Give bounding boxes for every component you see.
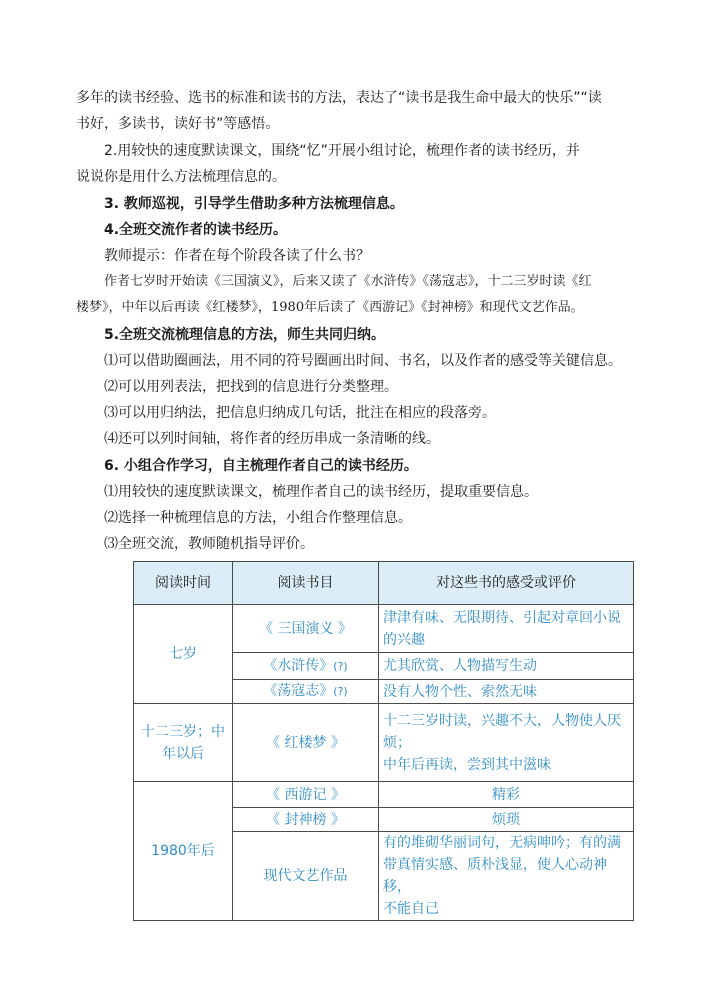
evaluation-line: 有的堆砌华丽词句，无病呻吟；有的满 bbox=[383, 835, 621, 851]
table-row bbox=[134, 605, 634, 653]
time-line: 十二三岁；中 bbox=[141, 723, 225, 740]
step-2-text: 2.用较快的速度默读课文，围绕“忆”开展小组讨论，梳理作者的读书经历，并 bbox=[104, 143, 580, 159]
book-cell bbox=[233, 782, 379, 808]
book-cell bbox=[233, 680, 379, 704]
method-item-4: ⑷还可以列时间轴，将作者的经历串成一条清晰的线。 bbox=[104, 431, 440, 447]
evaluation-line: 烦琐 bbox=[492, 811, 520, 828]
evaluation-cell bbox=[379, 808, 634, 832]
book-cell bbox=[233, 704, 379, 782]
book-title: 现代文艺作品 bbox=[263, 868, 348, 884]
evaluation-line: 十二三岁时读，兴趣不大，人物使人厌烦； bbox=[383, 712, 621, 751]
method-item-3: ⑶可以用归纳法，把信息归纳成几句话，批注在相应的段落旁。 bbox=[104, 405, 496, 421]
evaluation-cell bbox=[379, 653, 634, 680]
table-header-row bbox=[134, 562, 634, 605]
time-cell bbox=[134, 704, 233, 782]
time-cell: 七岁 bbox=[134, 605, 233, 704]
book-title: 《水浒传》 bbox=[263, 657, 334, 674]
teacher-hint: 教师提示：作者在每个阶段各读了什么书？ bbox=[104, 248, 370, 264]
step-3-heading: 3. 教师巡视，引导学生借助多种方法梳理信息。 bbox=[104, 196, 404, 212]
step-5-heading: 5.全班交流梳理信息的方法，师生共同归纳。 bbox=[104, 327, 386, 343]
evaluation-line: 津津有味、无限期待、引起对章回小说 bbox=[383, 609, 621, 626]
uncertain-mark: (?) bbox=[333, 659, 348, 673]
table-row bbox=[134, 704, 634, 782]
evaluation-line: 带真情实感、质朴浅显，使人心动神移， bbox=[383, 857, 607, 895]
uncertain-mark: (?) bbox=[333, 685, 348, 698]
book-title: 《 西游记 》 bbox=[266, 786, 345, 803]
book-cell bbox=[233, 605, 379, 653]
book-title: 《 红楼梦 》 bbox=[266, 734, 345, 751]
method-item-2: ⑵可以用列表法，把找到的信息进行分类整理。 bbox=[104, 379, 398, 395]
header-reading-time: 阅读时间 bbox=[134, 562, 233, 605]
paragraph-line: 多年的读书经验、选书的标准和读书的方法，表达了“读书是我生命中最大的快乐”“读 bbox=[76, 90, 602, 106]
table-row bbox=[134, 782, 634, 808]
evaluation-cell bbox=[379, 704, 634, 782]
evaluation-line: 中年后再读，尝到其中滋味 bbox=[383, 756, 551, 773]
evaluation-line: 不能自己 bbox=[383, 901, 439, 917]
evaluation-cell bbox=[379, 832, 634, 921]
book-cell bbox=[233, 832, 379, 921]
book-title: 《 三国演义 》 bbox=[259, 620, 352, 637]
evaluation-line: 尤其欣赏、人物描写生动 bbox=[383, 658, 537, 674]
reading-history-table bbox=[133, 561, 634, 921]
answer-text: 作者七岁时开始读《三国演义》，后来又读了《水浒传》《荡寇志》，十二三岁时读《红 bbox=[104, 274, 592, 289]
book-title: 《荡寇志》 bbox=[263, 683, 334, 699]
header-book-title: 阅读书目 bbox=[233, 562, 379, 605]
answer-text-cont: 楼梦》，中年以后再读《红楼梦》，1980年后读了《西游记》《封神榜》和现代文艺作品。 bbox=[76, 300, 584, 315]
group-item-3: ⑶全班交流，教师随机指导评价。 bbox=[104, 536, 314, 552]
evaluation-line: 没有人物个性、索然无味 bbox=[383, 683, 537, 700]
header-evaluation: 对这些书的感受或评价 bbox=[379, 562, 634, 605]
step-2-text-cont: 说说你是用什么方法梳理信息的。 bbox=[76, 169, 286, 185]
book-title: 《 封神榜 》 bbox=[266, 811, 345, 828]
evaluation-cell bbox=[379, 605, 634, 653]
group-item-1: ⑴用较快的速度默读课文，梳理作者自己的读书经历，提取重要信息。 bbox=[104, 484, 538, 500]
time-cell: 1980年后 bbox=[134, 782, 233, 921]
evaluation-line: 的兴趣 bbox=[383, 631, 425, 648]
group-item-2: ⑵选择一种梳理信息的方法，小组合作整理信息。 bbox=[104, 510, 412, 526]
evaluation-line: 精彩 bbox=[492, 786, 520, 803]
step-6-heading: 6. 小组合作学习，自主梳理作者自己的读书经历。 bbox=[104, 458, 418, 474]
evaluation-cell bbox=[379, 680, 634, 704]
evaluation-cell bbox=[379, 782, 634, 808]
step-4-heading: 4.全班交流作者的读书经历。 bbox=[104, 222, 288, 238]
paragraph-line: 书好，多读书，读好书”等感悟。 bbox=[76, 116, 280, 132]
book-cell bbox=[233, 808, 379, 832]
book-cell bbox=[233, 653, 379, 680]
time-line: 年以后 bbox=[162, 745, 204, 762]
method-item-1: ⑴可以借助圈画法，用不同的符号圈画出时间、书名，以及作者的感受等关键信息。 bbox=[104, 353, 622, 369]
